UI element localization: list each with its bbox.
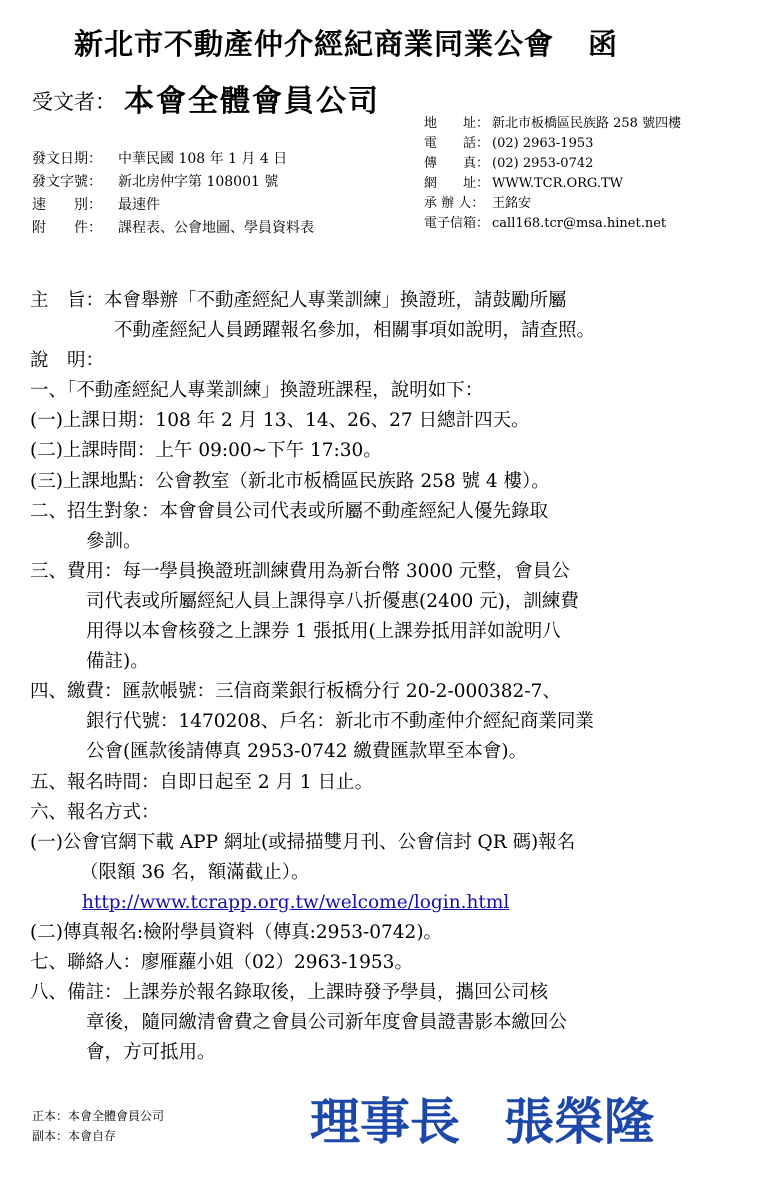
original-copy: 正本：本會全體會員公司 [32,1109,165,1123]
item-8-cont: 會，方可抵用。 [86,1042,216,1064]
explanation-heading: 說 明： [30,350,105,372]
item-3-cont: 備註)。 [86,651,149,673]
document-title [74,22,618,63]
attachments: 附 件： 課程表、公會地圖、學員資料表 [32,220,314,236]
item-8: 八、備註：上課券於報名錄取後，上課時發予學員，攜回公司核 [30,982,549,1004]
item-1-place: (三)上課地點：公會教室（新北市板橋區民族路 258 號 4 樓）。 [30,470,550,492]
recipient-label: 受文者： [32,90,116,114]
item-2-cont: 參訓。 [86,530,142,552]
duplicate-copy: 副本：本會自存 [32,1129,117,1143]
subject-line-cont: 不動產經紀人員踴躍報名參加，相關事項如說明，請查照。 [114,320,596,342]
issue-date: 發文日期： 中華民國 108 年 1 月 4 日 [32,151,288,167]
item-6-fax: (二)傳真報名:檢附學員資料（傳真:2953-0742)。 [30,921,443,943]
signature [310,1082,654,1154]
item-6-online-cont: （限額 36 名，額滿截止）。 [80,861,310,883]
item-4-cont: 銀行代號：1470208、戶名：新北市不動產仲介經紀商業同業 [86,711,594,733]
signature-title: 理事長 [310,1093,460,1151]
subject-line: 主 旨：本會舉辦「不動產經紀人專業訓練」換證班，請鼓勵所屬 [30,290,567,311]
signature-name: 張榮隆 [504,1093,654,1151]
address-row: 地 址： 新北市板橋區民族路 258 號四樓 [424,116,682,131]
urgency: 速 別： 最速件 [32,197,160,213]
item-1: 一、「不動產經紀人專業訓練」換證班課程，說明如下： [30,380,484,402]
item-3: 三、費用：每一學員換證班訓練費用為新台幣 3000 元整，會員公 [30,560,570,582]
item-3-cont: 司代表或所屬經紀人員上課得享八折優惠(2400 元)，訓練費 [86,590,579,612]
sender-info [424,114,681,234]
copies [32,1106,164,1146]
document-number: 發文字號： 新北房仲字第 108001 號 [32,174,279,190]
website-row: 網 址： WWW.TCR.ORG.TW [424,176,624,191]
email-row: 電子信箱： call168.tcr@msa.hinet.net [424,216,667,231]
item-5: 五、報名時間：自即日起至 2 月 1 日止。 [30,771,374,793]
item-2: 二、招生對象：本會會員公司代表或所屬不動產經紀人優先錄取 [30,500,549,522]
recipient: 本會全體會員公司 [124,84,380,119]
item-1-time: (二)上課時間：上午 09:00~下午 17:30。 [30,440,382,462]
item-8-cont: 章後，隨同繳清會費之會員公司新年度會員證書影本繳回公 [86,1012,568,1034]
phone-row: 電 話： (02) 2963-1953 [424,136,594,151]
fax-row: 傳 真： (02) 2953-0742 [424,156,594,171]
org-title: 新北市不動產仲介經紀商業同業公會 [74,27,555,61]
item-4: 四、繳費：匯款帳號：三信商業銀行板橋分行 20-2-000382-7、 [30,681,561,703]
item-4-cont: 公會(匯款後請傳真 2953-0742 繳費匯款單至本會)。 [86,741,528,763]
registration-link[interactable]: http://www.tcrapp.org.tw/welcome/login.html [82,891,510,913]
document-meta [32,148,314,240]
item-7: 七、聯絡人：廖雁蘿小姐（02）2963-1953。 [30,952,413,974]
item-1-date: (一)上課日期：108 年 2 月 13、14、26、27 日總計四天。 [30,410,530,432]
item-6-online: (一)公會官網下載 APP 網址(或掃描雙月刊、公會信封 QR 碼)報名 [30,831,576,853]
handler-row: 承 辦 人： 王銘安 [424,196,532,211]
item-3-cont: 用得以本會核發之上課券 1 張抵用(上課券抵用詳如說明八 [86,621,561,643]
letter-body [30,286,595,1068]
item-6: 六、報名方式： [30,801,160,823]
doc-type: 函 [588,27,619,61]
